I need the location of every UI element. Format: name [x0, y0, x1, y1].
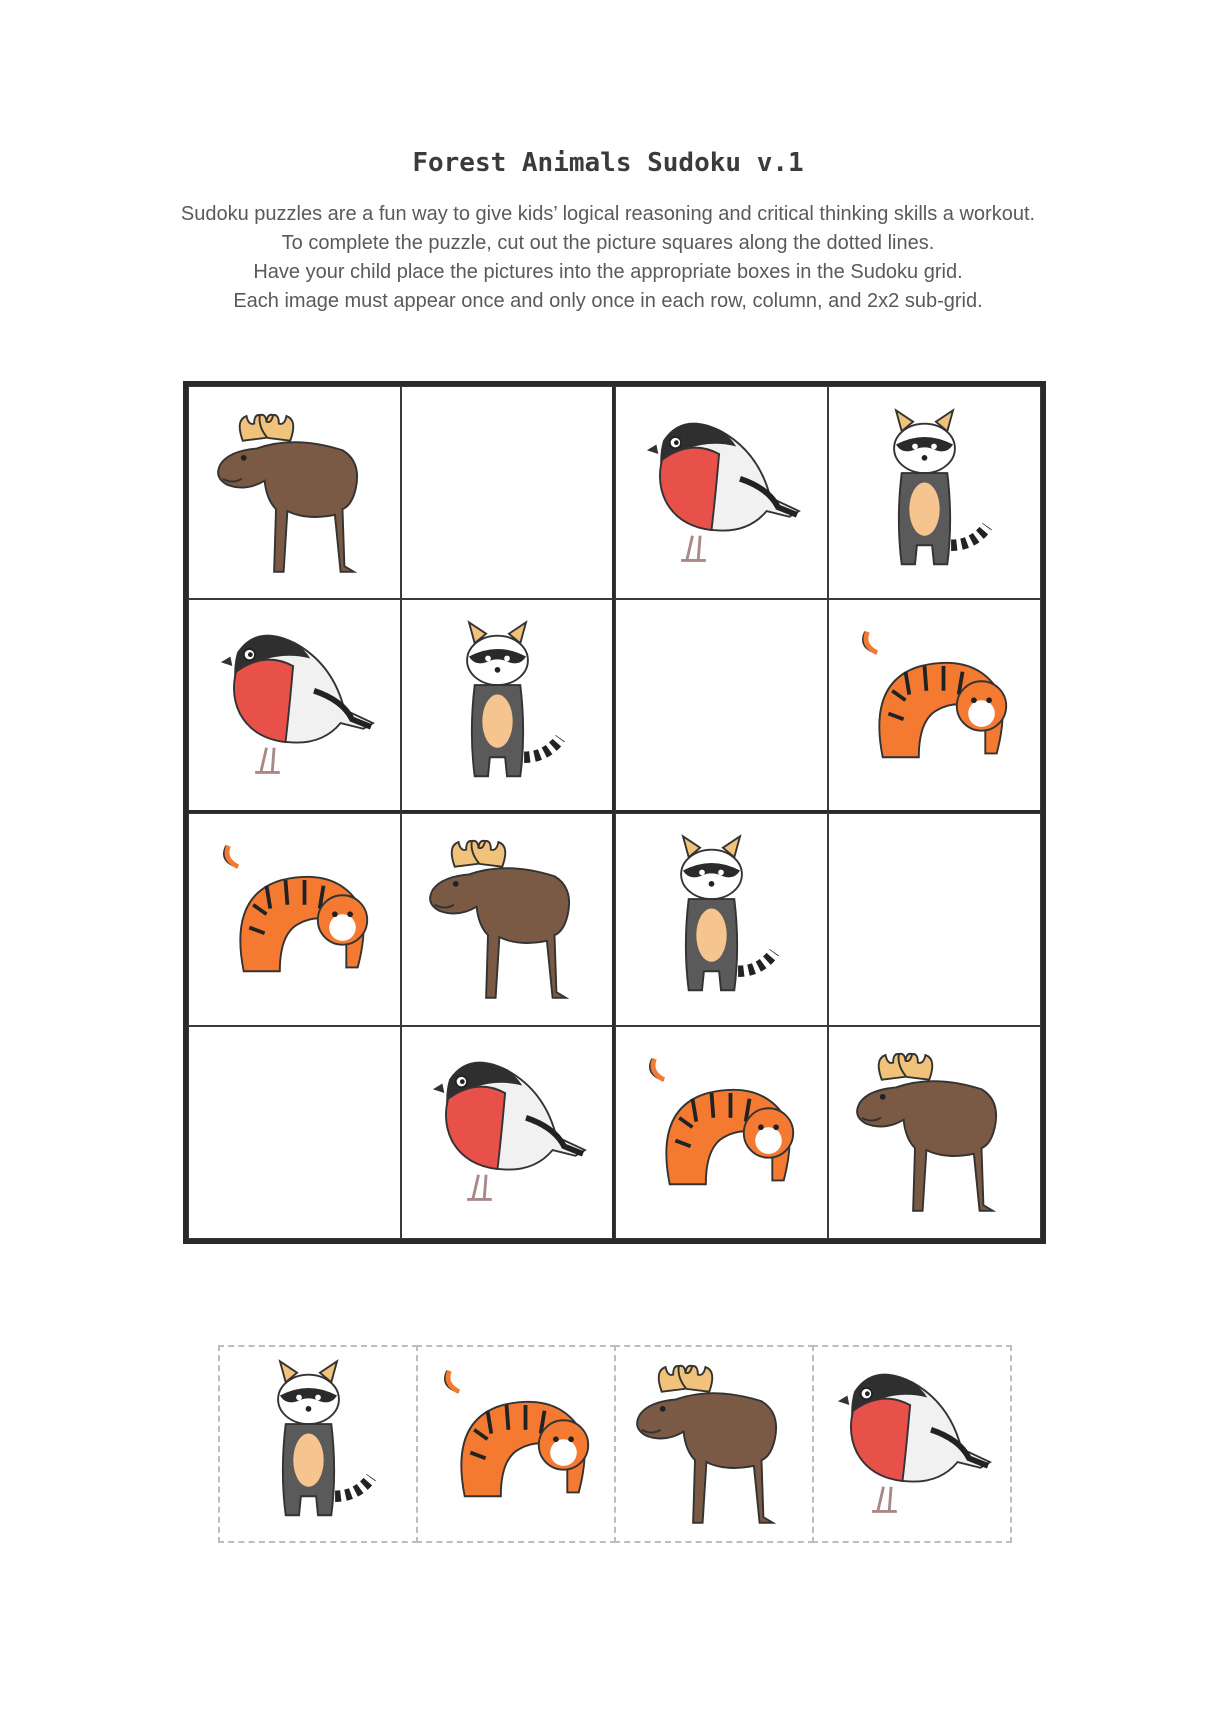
raccoon-icon — [412, 610, 602, 800]
moose-icon — [412, 824, 602, 1014]
grid-cell-raccoon — [615, 813, 828, 1026]
sudoku-grid — [183, 381, 1046, 1244]
raccoon-icon — [839, 398, 1029, 588]
grid-cell-bullfinch — [188, 599, 401, 812]
grid-cell-bullfinch — [615, 386, 828, 599]
cutout-tiger[interactable] — [416, 1345, 616, 1543]
instructions — [0, 200, 1216, 316]
instruction-line: Each image must appear once and only once in each row, column, and 2x2 sub-grid. — [233, 290, 983, 312]
grid-cell-tiger — [615, 1026, 828, 1239]
grid-cell-empty[interactable] — [401, 386, 614, 599]
instruction-line: Have your child place the pictures into the appropriate boxes in the Sudoku grid. — [253, 261, 963, 283]
bullfinch-icon — [626, 398, 816, 588]
tiger-icon — [200, 824, 390, 1014]
grid-cell-tiger — [188, 813, 401, 1026]
instruction-line: To complete the puzzle, cut out the picture squares along the dotted lines. — [281, 232, 935, 254]
tiger-icon — [626, 1037, 816, 1227]
grid-cell-bullfinch — [401, 1026, 614, 1239]
grid-cell-raccoon — [401, 599, 614, 812]
grid-cell-raccoon — [828, 386, 1041, 599]
moose-icon — [619, 1349, 809, 1539]
bullfinch-icon — [817, 1349, 1007, 1539]
page-title: Forest Animals Sudoku v.1 — [412, 148, 804, 178]
raccoon-icon — [626, 824, 816, 1014]
cutout-strip — [220, 1345, 1012, 1543]
grid-cell-moose — [828, 1026, 1041, 1239]
moose-icon — [839, 1037, 1029, 1227]
cutout-moose[interactable] — [614, 1345, 814, 1543]
grid-cell-empty[interactable] — [615, 599, 828, 812]
tiger-icon — [421, 1349, 611, 1539]
raccoon-icon — [223, 1349, 413, 1539]
instruction-line: Sudoku puzzles are a fun way to give kids’ logical reasoning and critical thinking skills a workout. — [180, 203, 1036, 225]
bullfinch-icon — [412, 1037, 602, 1227]
moose-icon — [200, 398, 390, 588]
grid-cell-moose — [188, 386, 401, 599]
grid-cell-moose — [401, 813, 614, 1026]
grid-cell-empty[interactable] — [828, 813, 1041, 1026]
tiger-icon — [839, 610, 1029, 800]
bullfinch-icon — [200, 610, 390, 800]
cutout-raccoon[interactable] — [218, 1345, 418, 1543]
grid-cell-empty[interactable] — [188, 1026, 401, 1239]
cutout-bullfinch[interactable] — [812, 1345, 1012, 1543]
grid-cell-tiger — [828, 599, 1041, 812]
